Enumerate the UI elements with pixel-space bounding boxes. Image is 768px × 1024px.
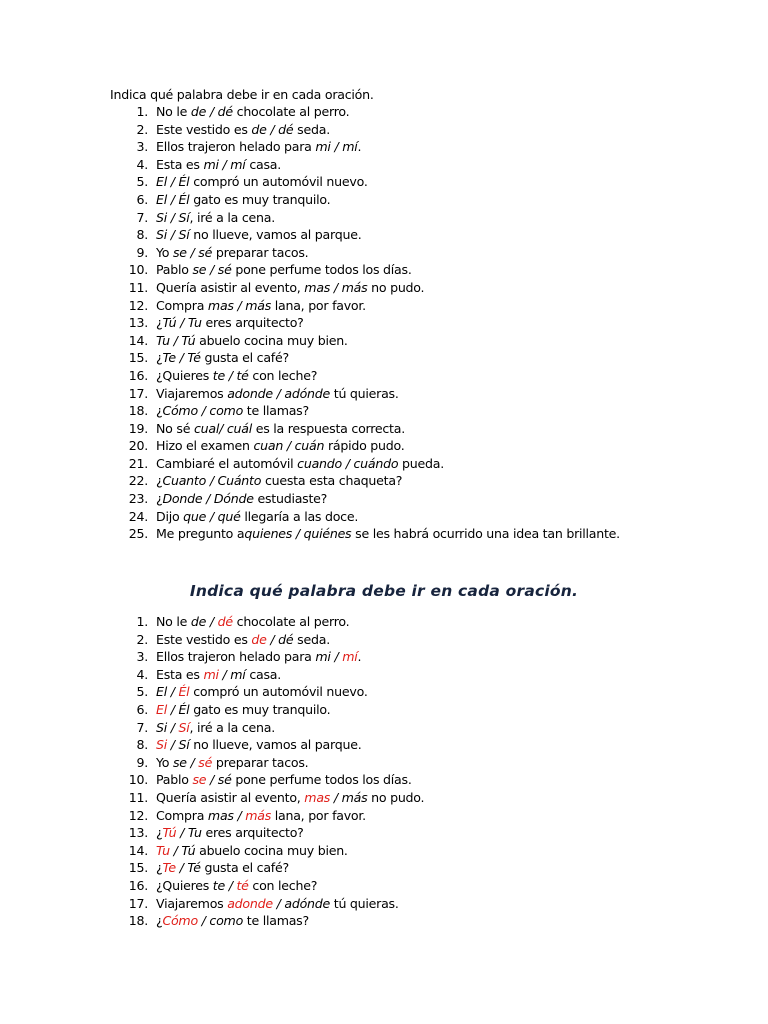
option-separator: / <box>167 737 179 753</box>
word-option-b: Él <box>178 701 190 717</box>
sentence-end: gusta el café? <box>200 860 289 876</box>
option-separator: / <box>167 227 179 243</box>
word-option-b: adónde <box>284 895 330 911</box>
word-option-a: adonde <box>227 895 273 911</box>
sentence-end: gusta el café? <box>200 350 289 366</box>
sentence-start: ¿ <box>156 825 163 841</box>
item-number: 9. <box>136 754 148 770</box>
sentence-end: gato es muy tranquilo. <box>189 191 331 207</box>
exercise-list <box>110 103 620 543</box>
word-option-a: Cómo <box>162 913 198 929</box>
sentence-start: Este vestido es <box>156 121 252 137</box>
word-option-a: Cómo <box>162 403 198 419</box>
option-separator: / <box>224 877 237 893</box>
sentence-end: . <box>357 139 362 155</box>
sentence-end: tú quieras. <box>330 895 399 911</box>
exercise-item <box>110 297 620 315</box>
word-option-b: Dónde <box>213 491 254 507</box>
exercise-item <box>110 332 620 350</box>
item-number: 8. <box>136 737 148 753</box>
word-option-b: dé <box>217 104 233 119</box>
word-option-b: Sí <box>178 227 190 243</box>
exercise-item <box>110 912 424 930</box>
option-separator: / <box>166 701 179 717</box>
item-number: 4. <box>136 156 148 172</box>
item-number: 9. <box>136 244 148 260</box>
item-number: 7. <box>136 719 148 735</box>
item-number: 12. <box>128 807 148 823</box>
word-option-b: Tú <box>181 332 196 348</box>
word-option-a: cuando <box>297 455 342 471</box>
item-number: 11. <box>128 789 148 805</box>
item-number: 22. <box>128 473 148 489</box>
exercise-item <box>110 349 620 367</box>
sentence-end: . <box>357 649 362 665</box>
option-separator: / <box>266 121 279 137</box>
word-option-a: Donde <box>162 491 203 507</box>
exercise-item <box>110 420 620 438</box>
word-option-b: quiénes <box>303 526 352 542</box>
item-number: 3. <box>136 649 148 665</box>
word-option-a: El <box>156 701 167 717</box>
exercise-item <box>110 173 620 191</box>
word-option-b: sé <box>217 772 232 788</box>
sentence-end: pone perfume todos los días. <box>231 772 412 788</box>
item-number: 10. <box>128 262 148 278</box>
option-separator: / <box>169 332 182 348</box>
word-option-a: Tu <box>156 332 170 348</box>
word-option-a: Si <box>156 719 167 735</box>
exercise-item <box>110 121 620 139</box>
word-option-b: Té <box>187 860 201 876</box>
option-separator: / <box>330 279 342 295</box>
word-option-a: mi <box>315 649 331 665</box>
sentence-start: Viajaremos <box>156 895 228 911</box>
word-option-a: mas <box>207 297 234 313</box>
word-option-b: cuál <box>226 420 252 436</box>
item-number: 1. <box>136 614 148 629</box>
word-option-a: El <box>156 684 167 700</box>
sentence-end: , iré a la cena. <box>189 209 275 225</box>
exercise-item <box>110 807 424 825</box>
sentence-start: Viajaremos <box>156 385 228 401</box>
word-option-a: Tú <box>162 825 177 841</box>
word-option-a: quienes <box>244 526 293 542</box>
sentence-end: compró un automóvil nuevo. <box>189 174 368 190</box>
exercise-item <box>110 244 620 262</box>
sentence-start: Quería asistir al evento, <box>156 789 305 805</box>
sentence-start: ¿ <box>156 860 163 876</box>
option-separator: / <box>272 385 285 401</box>
exercise-item <box>110 402 620 420</box>
item-number: 18. <box>128 403 148 419</box>
sentence-start: ¿ <box>156 403 163 419</box>
sentence-start: Esta es <box>156 156 204 172</box>
exercise-item <box>110 156 620 174</box>
sentence-end: estudiaste? <box>253 491 328 507</box>
word-option-a: de <box>190 104 207 119</box>
sentence-end: , iré a la cena. <box>189 719 275 735</box>
sentence-end: preparar tacos. <box>212 754 309 770</box>
item-number: 4. <box>136 666 148 682</box>
option-separator: / <box>266 631 279 647</box>
exercise-item <box>110 209 620 227</box>
word-option-a: se <box>172 754 187 770</box>
word-option-b: más <box>341 279 368 295</box>
word-option-a: de <box>251 121 267 137</box>
word-option-b: qué <box>217 508 241 524</box>
sentence-end: lana, por favor. <box>271 807 366 823</box>
option-separator: / <box>186 244 199 260</box>
item-number: 10. <box>128 772 148 788</box>
sentence-start: ¿ <box>156 491 163 507</box>
option-separator: / <box>175 860 188 876</box>
word-option-b: como <box>209 403 244 419</box>
exercise-item <box>110 701 424 719</box>
word-option-a: se <box>172 244 187 260</box>
exercise-item <box>110 367 620 385</box>
option-separator: / <box>176 315 188 331</box>
exercise-item <box>110 490 620 508</box>
sentence-end: con leche? <box>248 877 318 893</box>
item-number: 25. <box>128 526 148 542</box>
sentence-end: no pudo. <box>367 279 425 295</box>
option-separator: / <box>206 772 218 788</box>
word-option-a: Tú <box>162 315 177 331</box>
word-option-b: más <box>341 789 368 805</box>
sentence-end: casa. <box>245 666 281 682</box>
sentence-start: ¿ <box>156 315 163 331</box>
word-option-a: Te <box>162 350 176 366</box>
exercise-item <box>110 455 620 473</box>
word-option-b: sé <box>198 244 213 260</box>
option-separator: / <box>206 508 218 524</box>
word-option-a: se <box>192 772 207 788</box>
option-separator: / <box>166 684 179 700</box>
item-number: 13. <box>128 315 148 331</box>
exercise-item <box>110 719 424 737</box>
word-option-a: Te <box>162 860 176 876</box>
word-option-b: té <box>236 367 249 383</box>
sentence-start: Cambiaré el automóvil <box>156 455 298 471</box>
option-separator: / <box>197 913 210 929</box>
word-option-a: El <box>156 191 167 207</box>
word-option-b: cuándo <box>353 455 399 471</box>
sentence-start: Me pregunto a <box>156 526 245 542</box>
word-option-a: que <box>183 508 207 524</box>
word-option-b: más <box>245 807 272 823</box>
word-option-b: Sí <box>178 209 190 225</box>
item-number: 23. <box>128 491 148 507</box>
item-number: 19. <box>128 420 148 436</box>
sentence-start: ¿Quieres <box>156 877 213 893</box>
word-option-b: sé <box>217 262 232 278</box>
sentence-end: chocolate al perro. <box>232 104 350 119</box>
word-option-b: mí <box>230 156 246 172</box>
item-number: 2. <box>136 631 148 647</box>
item-number: 15. <box>128 350 148 366</box>
exercise-item <box>110 842 424 860</box>
word-option-a: mas <box>207 807 234 823</box>
word-option-b: Tu <box>187 825 202 841</box>
exercise-item <box>110 191 620 209</box>
sentence-end: es la respuesta correcta. <box>251 420 405 436</box>
option-separator: / <box>341 455 354 471</box>
item-number: 3. <box>136 139 148 155</box>
sentence-end: chocolate al perro. <box>232 614 350 629</box>
item-number: 6. <box>136 701 148 717</box>
sentence-start: Ellos trajeron helado para <box>156 649 316 665</box>
word-option-a: cuan <box>253 438 284 454</box>
word-option-a: Tu <box>156 842 170 858</box>
word-option-a: El <box>156 174 167 190</box>
exercise-item <box>110 138 620 156</box>
exercise-item <box>110 385 620 403</box>
exercise-item <box>110 895 424 913</box>
sentence-end: no llueve, vamos al parque. <box>189 227 362 243</box>
option-separator: / <box>166 174 179 190</box>
sentence-end: eres arquitecto? <box>201 825 304 841</box>
option-separator: / <box>206 614 218 629</box>
sentence-end: pueda. <box>398 455 444 471</box>
word-option-b: dé <box>278 631 294 647</box>
sentence-start: Compra <box>156 807 208 823</box>
sentence-end: con leche? <box>248 367 318 383</box>
instruction-text: Indica qué palabra debe ir en cada oración. <box>110 87 374 102</box>
sentence-end: rápido pudo. <box>324 438 405 454</box>
sentence-start: Ellos trajeron helado para <box>156 139 316 155</box>
item-number: 16. <box>128 877 148 893</box>
option-separator: / <box>167 719 179 735</box>
word-option-a: Si <box>156 227 167 243</box>
exercise-item <box>110 683 424 701</box>
exercise-item <box>110 314 620 332</box>
exercise-item <box>110 103 620 121</box>
sentence-end: llegaría a las doce. <box>240 508 359 524</box>
word-option-a: mi <box>315 139 331 155</box>
sentence-start: No le <box>156 104 191 119</box>
word-option-b: dé <box>278 121 294 137</box>
option-separator: / <box>233 807 246 823</box>
option-separator: / <box>283 438 295 454</box>
item-number: 20. <box>128 438 148 454</box>
item-number: 17. <box>128 385 148 401</box>
word-option-b: té <box>236 877 249 893</box>
word-option-a: Si <box>156 737 167 753</box>
sentence-start: No le <box>156 614 191 629</box>
sentence-end: preparar tacos. <box>212 244 309 260</box>
word-option-a: se <box>192 262 207 278</box>
exercise-item <box>110 824 424 842</box>
sentence-start: Hizo el examen <box>156 438 254 454</box>
word-option-a: de <box>251 631 267 647</box>
option-separator: / <box>218 156 231 172</box>
exercise-item <box>110 859 424 877</box>
option-separator: / <box>330 789 342 805</box>
word-option-a: te <box>212 877 225 893</box>
word-option-b: mí <box>342 139 358 155</box>
exercise-item <box>110 226 620 244</box>
exercise-item <box>110 508 620 526</box>
sentence-end: no llueve, vamos al parque. <box>189 737 362 753</box>
word-option-b: más <box>245 297 272 313</box>
word-option-b: Sí <box>178 719 190 735</box>
exercise-item <box>110 666 424 684</box>
word-option-b: mí <box>230 666 246 682</box>
sentence-start: ¿ <box>156 350 163 366</box>
item-number: 14. <box>128 332 148 348</box>
sentence-start: Pablo <box>156 262 193 278</box>
item-number: 7. <box>136 209 148 225</box>
word-option-b: mí <box>342 649 358 665</box>
sentence-end: lana, por favor. <box>271 297 366 313</box>
sentence-end: compró un automóvil nuevo. <box>189 684 368 700</box>
exercise-item <box>110 877 424 895</box>
word-option-b: Él <box>178 191 190 207</box>
sentence-start: Quería asistir al evento, <box>156 279 305 295</box>
word-option-b: adónde <box>284 385 330 401</box>
option-separator: / <box>175 350 188 366</box>
exercise-item <box>110 472 620 490</box>
option-separator: / <box>186 754 199 770</box>
word-option-b: Él <box>178 174 190 190</box>
option-separator: / <box>219 420 227 436</box>
word-option-b: sé <box>198 754 213 770</box>
sentence-end: seda. <box>293 631 330 647</box>
sentence-start: Pablo <box>156 772 193 788</box>
option-separator: / <box>233 297 246 313</box>
sentence-end: se les habrá ocurrido una idea tan brillante. <box>351 526 620 542</box>
option-separator: / <box>166 191 179 207</box>
exercise-item <box>110 525 620 543</box>
word-option-a: Si <box>156 209 167 225</box>
item-number: 11. <box>128 279 148 295</box>
word-option-b: Él <box>178 684 190 700</box>
word-option-a: de <box>190 614 207 629</box>
word-option-b: Tú <box>181 842 196 858</box>
option-separator: / <box>292 526 304 542</box>
item-number: 6. <box>136 191 148 207</box>
word-option-a: te <box>212 367 225 383</box>
item-number: 14. <box>128 842 148 858</box>
word-option-a: adonde <box>227 385 273 401</box>
word-option-b: Sí <box>178 737 190 753</box>
exercise-item <box>110 789 424 807</box>
sentence-start: ¿ <box>156 913 163 929</box>
sentence-end: abuelo cocina muy bien. <box>195 842 348 858</box>
exercise-item <box>110 279 620 297</box>
word-option-a: mi <box>203 156 219 172</box>
option-separator: / <box>206 104 218 119</box>
option-separator: / <box>330 649 343 665</box>
item-number: 2. <box>136 121 148 137</box>
sentence-end: eres arquitecto? <box>201 315 304 331</box>
item-number: 8. <box>136 227 148 243</box>
word-option-b: cuán <box>294 438 325 454</box>
item-number: 15. <box>128 860 148 876</box>
sentence-end: te llamas? <box>243 403 309 419</box>
option-separator: / <box>169 842 182 858</box>
item-number: 5. <box>136 684 148 700</box>
answer-key-title: Indica qué palabra debe ir en cada oración. <box>189 582 579 600</box>
sentence-end: casa. <box>245 156 281 172</box>
sentence-start: ¿Quieres <box>156 367 213 383</box>
option-separator: / <box>206 473 218 489</box>
exercise-item <box>110 261 620 279</box>
word-option-b: Té <box>187 350 201 366</box>
option-separator: / <box>176 825 188 841</box>
sentence-start: No sé <box>156 420 194 436</box>
exercise-item <box>110 613 424 631</box>
sentence-start: Esta es <box>156 666 204 682</box>
option-separator: / <box>218 666 231 682</box>
sentence-end: no pudo. <box>367 789 425 805</box>
word-option-a: cual <box>193 420 220 436</box>
option-separator: / <box>224 367 237 383</box>
item-number: 13. <box>128 825 148 841</box>
sentence-end: seda. <box>293 121 330 137</box>
word-option-a: mas <box>304 789 331 805</box>
exercise-item <box>110 648 424 666</box>
sentence-end: pone perfume todos los días. <box>231 262 412 278</box>
word-option-b: dé <box>217 614 233 629</box>
item-number: 17. <box>128 895 148 911</box>
option-separator: / <box>167 209 179 225</box>
word-option-b: como <box>209 913 244 929</box>
exercise-item <box>110 771 424 789</box>
word-option-a: Cuanto <box>162 473 207 489</box>
sentence-end: cuesta esta chaqueta? <box>261 473 403 489</box>
word-option-b: Cuánto <box>217 473 262 489</box>
word-option-a: mi <box>203 666 219 682</box>
word-option-a: mas <box>304 279 331 295</box>
option-separator: / <box>330 139 343 155</box>
sentence-end: tú quieras. <box>330 385 399 401</box>
word-option-b: Tu <box>187 315 202 331</box>
sentence-end: gato es muy tranquilo. <box>189 701 331 717</box>
exercise-item <box>110 631 424 649</box>
option-separator: / <box>197 403 210 419</box>
item-number: 18. <box>128 913 148 929</box>
exercise-item <box>110 437 620 455</box>
sentence-start: Yo <box>156 244 173 260</box>
sentence-start: Compra <box>156 297 208 313</box>
answer-key-list <box>110 613 424 930</box>
option-separator: / <box>272 895 285 911</box>
item-number: 1. <box>136 104 148 119</box>
item-number: 24. <box>128 508 148 524</box>
exercise-item <box>110 754 424 772</box>
exercise-item <box>110 736 424 754</box>
sentence-start: ¿ <box>156 473 163 489</box>
item-number: 12. <box>128 297 148 313</box>
option-separator: / <box>202 491 214 507</box>
sentence-start: Este vestido es <box>156 631 252 647</box>
item-number: 16. <box>128 367 148 383</box>
sentence-end: abuelo cocina muy bien. <box>195 332 348 348</box>
sentence-end: te llamas? <box>243 913 309 929</box>
sentence-start: Dijo <box>156 508 184 524</box>
item-number: 21. <box>128 455 148 471</box>
option-separator: / <box>206 262 218 278</box>
sentence-start: Yo <box>156 754 173 770</box>
item-number: 5. <box>136 174 148 190</box>
